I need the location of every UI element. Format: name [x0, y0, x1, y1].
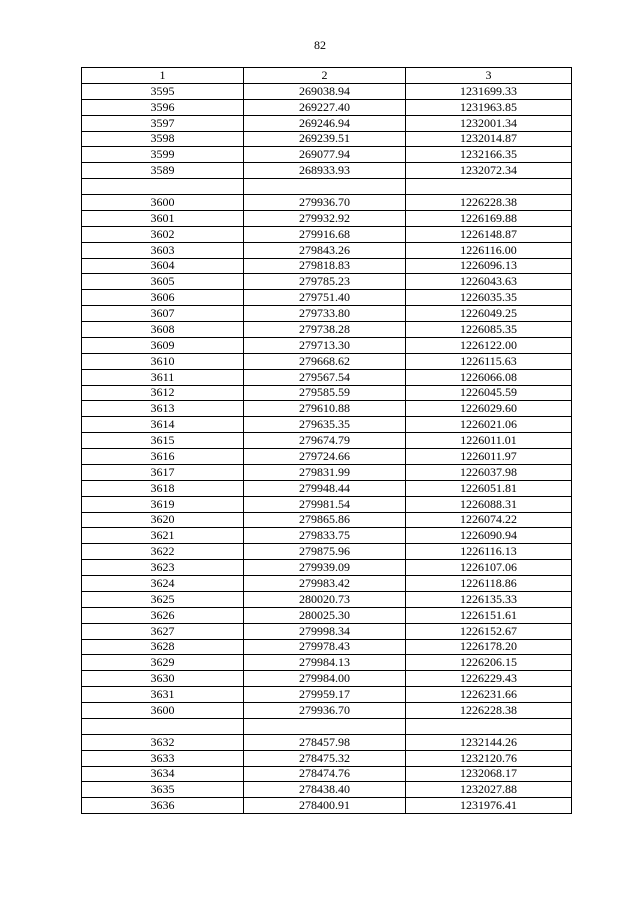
point-number-cell: 3599: [82, 147, 244, 163]
x-coordinate-cell: 279833.75: [244, 528, 406, 544]
x-coordinate-cell: 279984.00: [244, 671, 406, 687]
point-number-cell: 3628: [82, 639, 244, 655]
table-row: [82, 607, 572, 623]
x-coordinate-cell: 279818.83: [244, 258, 406, 274]
point-number-cell: 3636: [82, 798, 244, 814]
point-number-cell: 3609: [82, 337, 244, 353]
table-row: [82, 322, 572, 338]
y-coordinate-cell: 1226135.33: [406, 591, 572, 607]
point-number-cell: 3625: [82, 591, 244, 607]
y-coordinate-cell: 1226122.00: [406, 337, 572, 353]
point-number-cell: 3633: [82, 750, 244, 766]
point-number-cell: 3610: [82, 353, 244, 369]
point-number-cell: 3621: [82, 528, 244, 544]
point-number-cell: 3602: [82, 226, 244, 242]
point-number-cell: 3613: [82, 401, 244, 417]
x-coordinate-cell: 279733.80: [244, 306, 406, 322]
point-number-cell: 3627: [82, 623, 244, 639]
table-body: [82, 83, 572, 813]
x-coordinate-cell: [244, 718, 406, 734]
point-number-cell: 3631: [82, 687, 244, 703]
x-coordinate-cell: 279875.96: [244, 544, 406, 560]
point-number-cell: 3611: [82, 369, 244, 385]
point-number-cell: 3614: [82, 417, 244, 433]
table-row: [82, 671, 572, 687]
y-coordinate-cell: 1226066.08: [406, 369, 572, 385]
x-coordinate-cell: 279567.54: [244, 369, 406, 385]
x-coordinate-cell: 279978.43: [244, 639, 406, 655]
table-header-row: [82, 68, 572, 84]
point-number-cell: 3596: [82, 99, 244, 115]
y-coordinate-cell: 1226096.13: [406, 258, 572, 274]
x-coordinate-cell: 279585.59: [244, 385, 406, 401]
table-row: [82, 306, 572, 322]
table-row: [82, 369, 572, 385]
table-row: [82, 83, 572, 99]
y-coordinate-cell: 1226029.60: [406, 401, 572, 417]
point-number-cell: 3601: [82, 210, 244, 226]
point-number-cell: 3620: [82, 512, 244, 528]
y-coordinate-cell: 1226035.35: [406, 290, 572, 306]
y-coordinate-cell: 1226049.25: [406, 306, 572, 322]
y-coordinate-cell: 1226043.63: [406, 274, 572, 290]
table-row: [82, 179, 572, 195]
point-number-cell: 3605: [82, 274, 244, 290]
point-number-cell: 3589: [82, 163, 244, 179]
point-number-cell: 3617: [82, 464, 244, 480]
y-coordinate-cell: 1232144.26: [406, 734, 572, 750]
x-coordinate-cell: 279674.79: [244, 433, 406, 449]
point-number-cell: 3616: [82, 449, 244, 465]
x-coordinate-cell: 279983.42: [244, 576, 406, 592]
x-coordinate-cell: 269246.94: [244, 115, 406, 131]
y-coordinate-cell: 1226229.43: [406, 671, 572, 687]
column-header-2: 2: [244, 68, 406, 84]
x-coordinate-cell: [244, 179, 406, 195]
y-coordinate-cell: 1226051.81: [406, 480, 572, 496]
x-coordinate-cell: 279831.99: [244, 464, 406, 480]
y-coordinate-cell: 1232068.17: [406, 766, 572, 782]
y-coordinate-cell: 1226115.63: [406, 353, 572, 369]
point-number-cell: 3612: [82, 385, 244, 401]
y-coordinate-cell: 1226116.13: [406, 544, 572, 560]
x-coordinate-cell: 279724.66: [244, 449, 406, 465]
table-row: [82, 385, 572, 401]
point-number-cell: 3618: [82, 480, 244, 496]
point-number-cell: 3595: [82, 83, 244, 99]
table-row: [82, 480, 572, 496]
table-row: [82, 718, 572, 734]
table-row: [82, 449, 572, 465]
table-row: [82, 226, 572, 242]
table-row: [82, 750, 572, 766]
x-coordinate-cell: 278400.91: [244, 798, 406, 814]
y-coordinate-cell: 1226231.66: [406, 687, 572, 703]
x-coordinate-cell: 279785.23: [244, 274, 406, 290]
x-coordinate-cell: 279948.44: [244, 480, 406, 496]
table-row: [82, 782, 572, 798]
table-row: [82, 576, 572, 592]
x-coordinate-cell: 279959.17: [244, 687, 406, 703]
table-row: [82, 131, 572, 147]
point-number-cell: 3608: [82, 322, 244, 338]
table-row: [82, 274, 572, 290]
point-number-cell: 3626: [82, 607, 244, 623]
point-number-cell: 3619: [82, 496, 244, 512]
table-row: [82, 195, 572, 211]
x-coordinate-cell: 268933.93: [244, 163, 406, 179]
y-coordinate-cell: 1226107.06: [406, 560, 572, 576]
table-row: [82, 417, 572, 433]
table-row: [82, 560, 572, 576]
table-row: [82, 496, 572, 512]
table-row: [82, 639, 572, 655]
column-header-1: 1: [82, 68, 244, 84]
x-coordinate-cell: 278457.98: [244, 734, 406, 750]
x-coordinate-cell: 279751.40: [244, 290, 406, 306]
table-row: [82, 703, 572, 719]
y-coordinate-cell: 1226169.88: [406, 210, 572, 226]
table-row: [82, 528, 572, 544]
y-coordinate-cell: 1226206.15: [406, 655, 572, 671]
table-row: [82, 210, 572, 226]
y-coordinate-cell: 1232072.34: [406, 163, 572, 179]
point-number-cell: 3604: [82, 258, 244, 274]
x-coordinate-cell: 269239.51: [244, 131, 406, 147]
y-coordinate-cell: 1226074.22: [406, 512, 572, 528]
table-row: [82, 147, 572, 163]
y-coordinate-cell: 1226037.98: [406, 464, 572, 480]
y-coordinate-cell: 1232014.87: [406, 131, 572, 147]
point-number-cell: 3632: [82, 734, 244, 750]
column-header-3: 3: [406, 68, 572, 84]
x-coordinate-cell: 279668.62: [244, 353, 406, 369]
point-number-cell: 3634: [82, 766, 244, 782]
x-coordinate-cell: 279936.70: [244, 195, 406, 211]
y-coordinate-cell: 1226045.59: [406, 385, 572, 401]
y-coordinate-cell: 1231699.33: [406, 83, 572, 99]
x-coordinate-cell: 279981.54: [244, 496, 406, 512]
x-coordinate-cell: 279936.70: [244, 703, 406, 719]
table-row: [82, 242, 572, 258]
y-coordinate-cell: 1226011.97: [406, 449, 572, 465]
table-row: [82, 258, 572, 274]
coordinates-table: [81, 67, 572, 814]
point-number-cell: 3597: [82, 115, 244, 131]
y-coordinate-cell: 1226152.67: [406, 623, 572, 639]
point-number-cell: 3606: [82, 290, 244, 306]
y-coordinate-cell: 1232166.35: [406, 147, 572, 163]
x-coordinate-cell: 280025.30: [244, 607, 406, 623]
y-coordinate-cell: 1226178.20: [406, 639, 572, 655]
page-number: 82: [314, 38, 326, 52]
y-coordinate-cell: 1232120.76: [406, 750, 572, 766]
x-coordinate-cell: 278438.40: [244, 782, 406, 798]
table-row: [82, 591, 572, 607]
y-coordinate-cell: 1231963.85: [406, 99, 572, 115]
table-row: [82, 544, 572, 560]
y-coordinate-cell: 1226151.61: [406, 607, 572, 623]
point-number-cell: 3607: [82, 306, 244, 322]
table-row: [82, 623, 572, 639]
table-row: [82, 290, 572, 306]
x-coordinate-cell: 280020.73: [244, 591, 406, 607]
y-coordinate-cell: 1226090.94: [406, 528, 572, 544]
x-coordinate-cell: 279916.68: [244, 226, 406, 242]
x-coordinate-cell: 279939.09: [244, 560, 406, 576]
point-number-cell: 3623: [82, 560, 244, 576]
x-coordinate-cell: 269077.94: [244, 147, 406, 163]
y-coordinate-cell: 1231976.41: [406, 798, 572, 814]
x-coordinate-cell: 279713.30: [244, 337, 406, 353]
point-number-cell: 3629: [82, 655, 244, 671]
table-row: [82, 512, 572, 528]
table-row: [82, 115, 572, 131]
table-row: [82, 734, 572, 750]
x-coordinate-cell: 279610.88: [244, 401, 406, 417]
x-coordinate-cell: 279984.13: [244, 655, 406, 671]
y-coordinate-cell: 1232027.88: [406, 782, 572, 798]
point-number-cell: 3615: [82, 433, 244, 449]
x-coordinate-cell: 278474.76: [244, 766, 406, 782]
y-coordinate-cell: 1226085.35: [406, 322, 572, 338]
table-row: [82, 464, 572, 480]
y-coordinate-cell: 1232001.34: [406, 115, 572, 131]
table-row: [82, 99, 572, 115]
x-coordinate-cell: 279635.35: [244, 417, 406, 433]
table-row: [82, 401, 572, 417]
point-number-cell: 3635: [82, 782, 244, 798]
table-row: [82, 337, 572, 353]
point-number-cell: [82, 718, 244, 734]
point-number-cell: 3622: [82, 544, 244, 560]
y-coordinate-cell: 1226116.00: [406, 242, 572, 258]
point-number-cell: 3603: [82, 242, 244, 258]
x-coordinate-cell: 269227.40: [244, 99, 406, 115]
y-coordinate-cell: [406, 179, 572, 195]
y-coordinate-cell: 1226148.87: [406, 226, 572, 242]
table-row: [82, 798, 572, 814]
table-row: [82, 655, 572, 671]
y-coordinate-cell: 1226088.31: [406, 496, 572, 512]
x-coordinate-cell: 279932.92: [244, 210, 406, 226]
point-number-cell: 3624: [82, 576, 244, 592]
table-row: [82, 766, 572, 782]
y-coordinate-cell: [406, 718, 572, 734]
table-row: [82, 687, 572, 703]
table-row: [82, 163, 572, 179]
y-coordinate-cell: 1226011.01: [406, 433, 572, 449]
point-number-cell: [82, 179, 244, 195]
table-row: [82, 433, 572, 449]
x-coordinate-cell: 279843.26: [244, 242, 406, 258]
y-coordinate-cell: 1226228.38: [406, 195, 572, 211]
x-coordinate-cell: 279738.28: [244, 322, 406, 338]
x-coordinate-cell: 278475.32: [244, 750, 406, 766]
point-number-cell: 3600: [82, 195, 244, 211]
table-row: [82, 353, 572, 369]
x-coordinate-cell: 279998.34: [244, 623, 406, 639]
point-number-cell: 3600: [82, 703, 244, 719]
x-coordinate-cell: 269038.94: [244, 83, 406, 99]
y-coordinate-cell: 1226228.38: [406, 703, 572, 719]
point-number-cell: 3598: [82, 131, 244, 147]
x-coordinate-cell: 279865.86: [244, 512, 406, 528]
y-coordinate-cell: 1226118.86: [406, 576, 572, 592]
y-coordinate-cell: 1226021.06: [406, 417, 572, 433]
point-number-cell: 3630: [82, 671, 244, 687]
